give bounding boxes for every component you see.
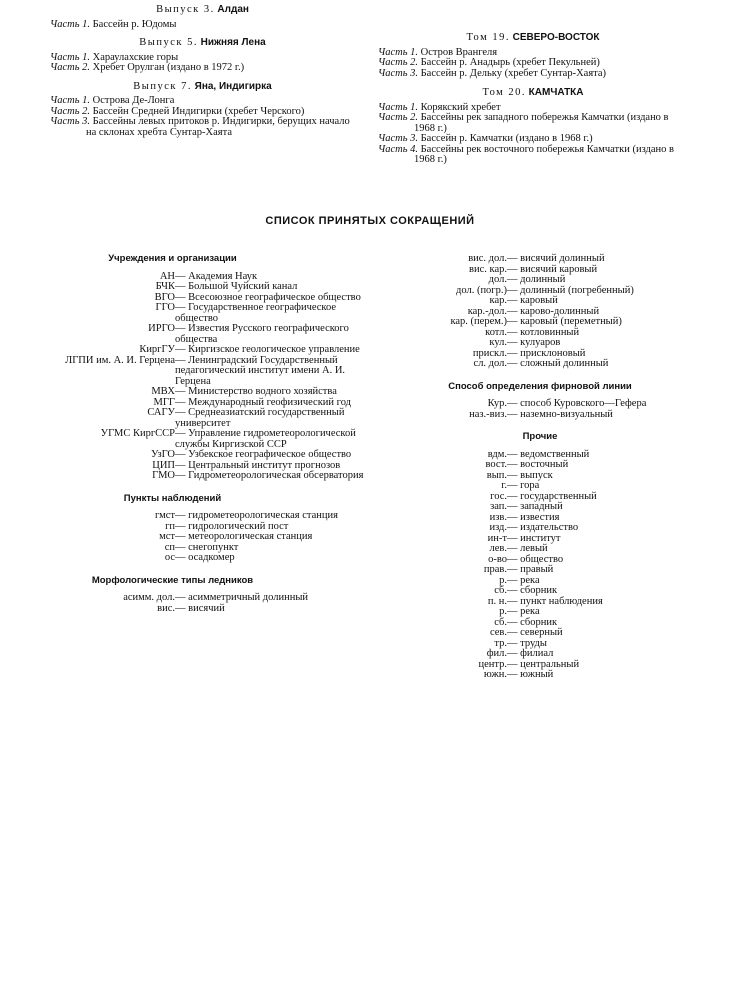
abbreviation-definition: — сборник [507, 586, 660, 597]
part-number: Часть 1. [50, 95, 91, 106]
abbreviation-entry [420, 565, 660, 576]
abbreviation-definition: — издательство [507, 523, 660, 534]
volume-label: Том 19. [466, 32, 511, 43]
abbreviation-term: БЧК [155, 281, 175, 292]
abbreviation-term: зап. [490, 501, 507, 512]
volume-part-line [50, 117, 355, 138]
abbreviation-term: ИРГО [148, 323, 175, 334]
volume-heading [378, 88, 688, 99]
abbreviation-entry [420, 359, 660, 370]
part-number: Часть 1. [378, 101, 419, 113]
volume-label: Выпуск 5. [139, 37, 198, 48]
group-heading: Пункты наблюдений [123, 492, 222, 504]
part-text: Корякский хребет [420, 101, 501, 113]
abbreviation-definition: — центральный [507, 660, 660, 671]
part-text: Остров Врангеля [420, 46, 498, 58]
abbreviation-definition: — Гидрометеорологическая обсерватория [175, 471, 365, 482]
abbreviation-entry [20, 471, 365, 482]
volume-title: КАМЧАТКА [528, 87, 584, 98]
abbreviations-title: СПИСОК ПРИНЯТЫХ СОКРАЩЕНИЙ [265, 215, 475, 227]
abbreviation-term: вост. [485, 459, 507, 470]
abbreviation-term: сп [164, 541, 175, 553]
abbreviation-definition: — пункт наблюдения [507, 597, 660, 608]
abbreviation-definition: — Киргизское геологическое управление [175, 345, 365, 356]
abbreviation-term: вис. кар. [469, 263, 507, 275]
volume-label: Выпуск 7. [133, 80, 192, 92]
part-number: Часть 2. [50, 62, 91, 73]
abbreviation-definition: — река [507, 576, 660, 587]
abbreviation-entry [20, 511, 365, 522]
abbreviation-entry [420, 296, 660, 307]
abbreviation-term: УзГО [150, 449, 175, 460]
abbreviation-term: АН [159, 270, 175, 282]
volume-title: Алдан [217, 4, 249, 15]
volume-part-line [378, 69, 688, 80]
abbreviation-definition: — Известия Русского географического общества [175, 324, 365, 345]
abbreviation-term: р. [499, 606, 507, 617]
abbreviation-entry [420, 460, 660, 471]
abbreviation-term: тр. [494, 637, 507, 649]
abbreviation-definition: — река [507, 607, 660, 618]
abbreviation-definition: — Академия Наук [175, 272, 365, 283]
abbreviation-term: вдм. [487, 448, 507, 460]
part-text: Бассейн р. Камчатки (издано в 1968 г.) [420, 133, 593, 144]
part-number: Часть 2. [378, 112, 419, 123]
abbreviation-entry [20, 604, 365, 615]
abbreviation-term: п. н. [487, 595, 507, 607]
abbreviation-term: гмст [154, 510, 175, 521]
abbreviation-entry [420, 471, 660, 482]
abbreviation-term: сев. [489, 627, 507, 638]
abbreviation-definition: — асимметричный долинный [175, 593, 365, 604]
abbreviation-entry [20, 282, 365, 293]
abbreviation-term: сл. дол. [473, 358, 507, 369]
abbreviation-definition: — долинный (погребенный) [507, 286, 660, 297]
abbreviation-entry [20, 408, 365, 429]
part-text: Бассейн р. Юдомы [92, 18, 177, 30]
abbreviation-definition: — долинный [507, 275, 660, 286]
abbreviation-term: гос. [490, 490, 507, 502]
abbreviation-entry [420, 399, 660, 410]
abbreviation-term: сб. [494, 585, 507, 596]
abbreviation-term: асимм. дол. [123, 592, 175, 603]
volume-part-line [378, 145, 688, 166]
abbreviation-entry [420, 275, 660, 286]
abbreviation-entry [420, 410, 660, 421]
volume-part-line [50, 63, 355, 74]
abbreviations-right-column [420, 254, 660, 681]
abbreviation-term: ин-т [487, 532, 507, 544]
abbreviation-definition: — институт [507, 534, 660, 545]
abbreviation-definition: — висячий каровый [507, 265, 660, 276]
abbreviation-definition: — известия [507, 513, 660, 524]
abbreviation-term: кул. [489, 337, 507, 348]
abbreviation-definition: — способ Куровского—Гефера [507, 399, 660, 410]
abbreviation-definition: — западный [507, 502, 660, 513]
abbreviation-entry [20, 345, 365, 356]
abbreviation-entry [420, 317, 660, 328]
abbreviation-definition: — карово-долинный [507, 307, 660, 318]
abbreviation-definition: — Всесоюзное географическое общество [175, 293, 365, 304]
abbreviation-term: центр. [478, 658, 507, 670]
abbreviation-entry [420, 586, 660, 597]
part-text: Бассейны рек восточного побережья Камчатки (издано в 1968 г.) [414, 143, 674, 165]
abbreviation-definition: — левый [507, 544, 660, 555]
abbreviation-term: Кур. [487, 398, 507, 409]
abbreviation-entry [20, 303, 365, 324]
abbreviation-term: лев. [489, 543, 507, 554]
abbreviation-term: кар.-дол. [467, 305, 507, 317]
abbreviation-term: ГМО [152, 470, 175, 481]
part-text: Бассейны левых притоков р. Индигирки, берущих начало на склонах хребта Сунтар-Хаята [86, 116, 350, 138]
abbreviation-term: ЛГПИ им. А. И. Герцена [65, 354, 175, 366]
abbreviation-term: ос [164, 552, 175, 563]
abbreviation-term: гп [165, 520, 175, 532]
abbreviation-entry [20, 356, 365, 388]
abbreviation-definition: — Международный геофизический год [175, 398, 365, 409]
part-text: Бассейны рек западного побережья Камчатки (издано в 1968 г.) [414, 112, 669, 134]
abbreviation-term: МВХ [151, 386, 175, 397]
group-heading: Морфологические типы ледников [91, 574, 254, 586]
abbreviation-term: р. [499, 574, 507, 586]
abbreviation-definition: — метеорологическая станция [175, 532, 365, 543]
abbreviation-term: КиргГУ [139, 344, 175, 355]
abbreviation-term: вис. [157, 602, 175, 614]
abbreviation-definition: — снегопункт [175, 543, 365, 554]
group-heading: Способ определения фирновой линии [448, 380, 632, 392]
abbreviation-definition: — кулуаров [507, 338, 660, 349]
part-number: Часть 3. [378, 67, 419, 79]
abbreviation-definition: — общество [507, 555, 660, 566]
abbreviation-entry [420, 254, 660, 265]
abbreviation-definition: — труды [507, 639, 660, 650]
volume-heading [378, 33, 688, 44]
group-heading: Прочие [522, 431, 558, 442]
part-number: Часть 3. [50, 116, 91, 127]
abbreviation-definition: — государственный [507, 492, 660, 503]
abbreviation-term: УГМС КиргССР [100, 428, 175, 439]
abbreviation-term: прав. [483, 564, 507, 575]
group-heading: Учреждения и организации [108, 253, 237, 264]
abbreviation-term: изв. [489, 511, 507, 523]
abbreviation-definition: — гидрологический пост [175, 522, 365, 533]
volume-heading [50, 38, 355, 49]
abbreviation-definition: — висячий долинный [507, 254, 660, 265]
volume-heading [50, 5, 355, 16]
abbreviation-definition: — сложный долинный [507, 359, 660, 370]
abbreviation-term: котл. [485, 326, 507, 338]
abbreviation-entry [20, 593, 365, 604]
abbreviation-entry [420, 607, 660, 618]
abbreviation-definition: — наземно-визуальный [507, 410, 660, 421]
abbreviation-definition: — каровый [507, 296, 660, 307]
abbreviation-entry [420, 502, 660, 513]
volume-part-line [378, 113, 688, 134]
volume-label: Выпуск 3. [156, 4, 215, 15]
part-text: Острова Де-Лонга [92, 95, 175, 106]
abbreviation-definition: — Министерство водного хозяйства [175, 387, 365, 398]
abbreviation-term: фил. [486, 648, 507, 659]
abbreviation-entry [420, 597, 660, 608]
abbreviation-definition: — южный [507, 670, 660, 681]
volume-title: Яна, Индигирка [194, 80, 272, 92]
abbreviations-left-column [20, 254, 365, 614]
abbreviation-term: кар. (перем.) [450, 316, 507, 327]
volumes-left-column [50, 5, 355, 138]
abbreviation-entry [420, 481, 660, 492]
abbreviation-term: МГГ [153, 396, 175, 408]
abbreviation-term: ЦИП [152, 459, 175, 471]
abbreviation-definition: — ведомственный [507, 450, 660, 461]
abbreviation-definition: — Государственное географическое общество [175, 303, 365, 324]
abbreviation-term: мст [159, 531, 175, 542]
part-number: Часть 1. [50, 18, 91, 30]
abbreviation-entry [420, 628, 660, 639]
part-number: Часть 4. [378, 143, 419, 155]
abbreviation-definition: — сборник [507, 618, 660, 629]
abbreviation-term: кар. [489, 295, 507, 306]
abbreviation-definition: — Ленинградский Государственный педагогический институт имени А. И. Герцена [175, 356, 365, 388]
abbreviation-definition: — восточный [507, 460, 660, 471]
part-number: Часть 3. [378, 133, 419, 144]
abbreviation-definition: — выпуск [507, 471, 660, 482]
abbreviation-term: изд. [489, 522, 507, 533]
abbreviation-term: о-во [488, 553, 507, 565]
abbreviation-entry [20, 387, 365, 398]
volume-heading [50, 82, 355, 93]
abbreviation-entry [20, 532, 365, 543]
abbreviation-definition: — Среднеазиатский государственный университет [175, 408, 365, 429]
volumes-right-column [378, 33, 688, 166]
part-number: Часть 1. [378, 46, 419, 58]
abbreviation-entry [20, 553, 365, 564]
volume-title: СЕВЕРО-ВОСТОК [512, 32, 600, 43]
abbreviation-definition: — Центральный институт прогнозов [175, 461, 365, 472]
abbreviation-term: южн. [483, 669, 507, 680]
abbreviation-entry [420, 544, 660, 555]
abbreviation-definition: — филиал [507, 649, 660, 660]
abbreviation-definition: — гора [507, 481, 660, 492]
abbreviation-definition: — каровый (переметный) [507, 317, 660, 328]
abbreviation-term: ВГО [154, 291, 175, 303]
volume-title: Нижняя Лена [200, 37, 266, 48]
abbreviation-term: вып. [486, 469, 507, 481]
abbreviation-definition: — осадкомер [175, 553, 365, 564]
abbreviation-term: сб. [494, 616, 507, 628]
part-number: Часть 2. [378, 57, 419, 68]
volume-label: Том 20. [482, 87, 527, 98]
abbreviation-definition: — присклоновый [507, 349, 660, 360]
abbreviation-definition: — Управление гидрометеорологической службы Киргизской ССР [175, 429, 365, 450]
abbreviation-definition: — правый [507, 565, 660, 576]
part-text: Бассейн Средней Индигирки (хребет Черского) [92, 105, 305, 117]
abbreviation-definition: — северный [507, 628, 660, 639]
abbreviation-entry [20, 450, 365, 461]
abbreviation-entry [420, 523, 660, 534]
part-number: Часть 1. [50, 51, 91, 63]
abbreviation-entry [420, 670, 660, 681]
abbreviation-definition: — котловинный [507, 328, 660, 339]
abbreviation-entry [20, 429, 365, 450]
part-number: Часть 2. [50, 105, 91, 117]
part-text: Бассейн р. Дельку (хребет Сунтар-Хаята) [420, 67, 607, 79]
abbreviation-term: г. [501, 480, 507, 491]
volume-part-line [50, 20, 355, 31]
abbreviation-definition: — Большой Чуйский канал [175, 282, 365, 293]
abbreviation-term: прискл. [472, 347, 507, 359]
abbreviation-term: наз.-виз. [469, 408, 507, 420]
abbreviation-entry [20, 324, 365, 345]
abbreviation-definition: — гидрометеорологическая станция [175, 511, 365, 522]
abbreviation-term: дол. [488, 274, 507, 285]
part-text: Бассейн р. Анадырь (хребет Пекульней) [420, 57, 600, 68]
abbreviation-entry [420, 338, 660, 349]
abbreviation-definition: — висячий [175, 604, 365, 615]
abbreviation-term: ГГО [155, 302, 175, 313]
abbreviation-term: дол. (погр.) [456, 284, 507, 296]
abbreviation-term: вис. дол. [468, 253, 507, 264]
abbreviation-entry [420, 649, 660, 660]
part-text: Хребет Орулган (издано в 1972 г.) [92, 62, 245, 73]
abbreviation-definition: — Узбекское географическое общество [175, 450, 365, 461]
abbreviation-term: САГУ [147, 407, 175, 418]
part-text: Хараулахские горы [92, 51, 179, 63]
